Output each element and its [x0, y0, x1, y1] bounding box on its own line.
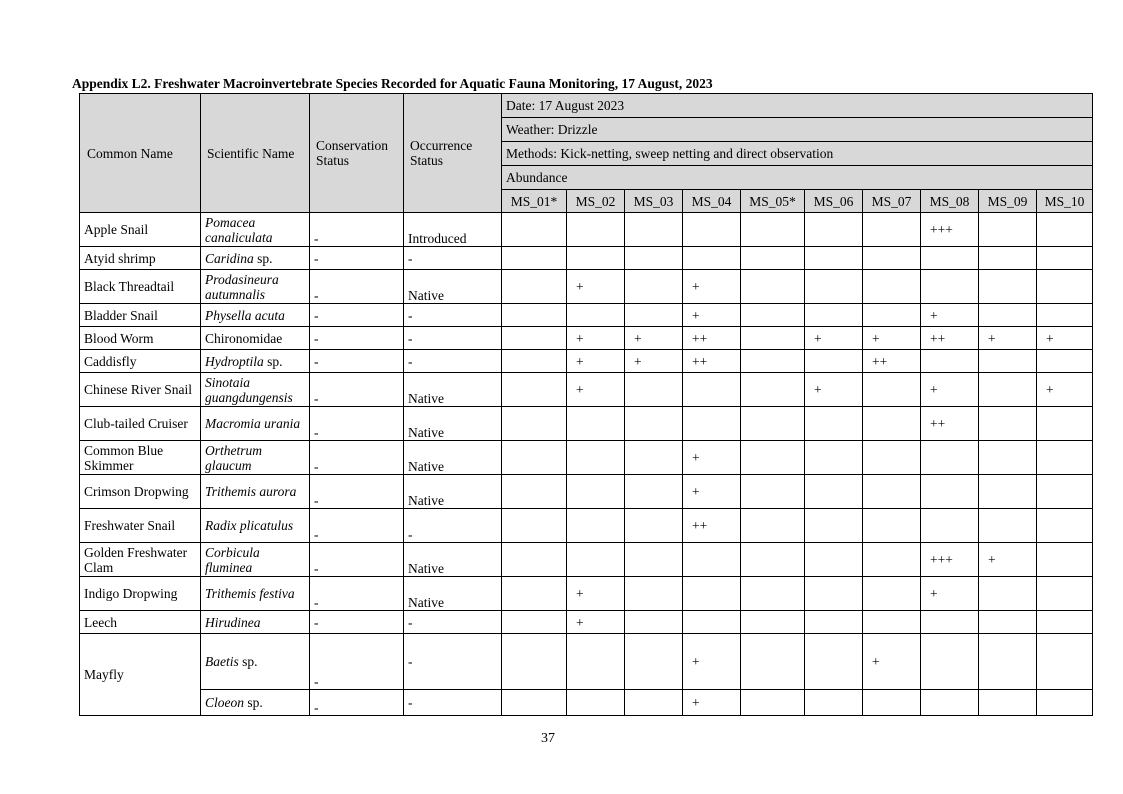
common-name-cell: Crimson Dropwing: [80, 475, 201, 509]
abundance-cell: [741, 543, 805, 577]
occurrence-status-cell: -: [404, 327, 502, 350]
abundance-cell: [567, 509, 625, 543]
abundance-cell: [805, 577, 863, 611]
abundance-cell: [863, 543, 921, 577]
abundance-cell: [741, 304, 805, 327]
occurrence-status-cell: -: [404, 509, 502, 543]
conservation-status-cell: -: [310, 634, 404, 690]
abundance-cell: +: [805, 327, 863, 350]
abundance-cell: [979, 373, 1037, 407]
abundance-cell: [502, 350, 567, 373]
abundance-cell: +: [683, 634, 741, 690]
abundance-cell: [741, 350, 805, 373]
table-row: [80, 441, 1093, 475]
common-name-cell: Leech: [80, 611, 201, 634]
abundance-cell: [921, 690, 979, 716]
common-name-cell: Common Blue Skimmer: [80, 441, 201, 475]
abundance-cell: +: [683, 475, 741, 509]
scientific-name-cell: [201, 304, 310, 327]
abundance-cell: [625, 441, 683, 475]
abundance-cell: ++: [863, 350, 921, 373]
scientific-name-suffix: sp.: [244, 695, 263, 710]
abundance-cell: [863, 247, 921, 270]
abundance-cell: [979, 247, 1037, 270]
abundance-cell: [741, 475, 805, 509]
abundance-cell: [502, 611, 567, 634]
abundance-cell: [567, 407, 625, 441]
scientific-name-suffix: sp.: [253, 250, 273, 266]
scientific-name: Orthetrum glaucum: [205, 442, 262, 473]
occurrence-status-cell: Native: [404, 441, 502, 475]
abundance-cell: [979, 475, 1037, 509]
scientific-name-cell: [201, 690, 310, 716]
header-conservation-status: Conservation Status: [310, 94, 404, 213]
abundance-cell: [1037, 509, 1093, 543]
site-header-cell: MS_09: [979, 190, 1037, 213]
abundance-cell: [979, 441, 1037, 475]
table-row: [80, 475, 1093, 509]
site-header-cell: MS_10: [1037, 190, 1093, 213]
scientific-name-cell: [201, 350, 310, 373]
abundance-cell: [741, 270, 805, 304]
abundance-cell: [625, 577, 683, 611]
abundance-cell: [863, 577, 921, 611]
abundance-cell: +: [805, 373, 863, 407]
abundance-cell: [863, 690, 921, 716]
abundance-cell: +++: [921, 213, 979, 247]
occurrence-status-cell: -: [404, 350, 502, 373]
common-name-cell: Apple Snail: [80, 213, 201, 247]
abundance-cell: [502, 690, 567, 716]
abundance-cell: [1037, 247, 1093, 270]
abundance-cell: [1037, 634, 1093, 690]
abundance-cell: [741, 407, 805, 441]
abundance-cell: [979, 350, 1037, 373]
abundance-cell: [741, 441, 805, 475]
page-number: 37: [541, 731, 555, 746]
abundance-cell: [683, 577, 741, 611]
abundance-cell: [863, 304, 921, 327]
abundance-cell: [683, 543, 741, 577]
abundance-cell: [502, 634, 567, 690]
abundance-cell: +: [567, 373, 625, 407]
abundance-cell: +: [625, 327, 683, 350]
common-name-cell: Bladder Snail: [80, 304, 201, 327]
abundance-cell: [921, 441, 979, 475]
conservation-status-cell: -: [310, 611, 404, 634]
abundance-cell: [683, 611, 741, 634]
table-row: [80, 407, 1093, 441]
occurrence-status-cell: Native: [404, 475, 502, 509]
site-header-cell: MS_03: [625, 190, 683, 213]
scientific-name-suffix: sp.: [238, 654, 258, 669]
abundance-cell: ++: [683, 327, 741, 350]
abundance-cell: +: [567, 611, 625, 634]
abundance-cell: [625, 213, 683, 247]
abundance-cell: [805, 270, 863, 304]
abundance-cell: [1037, 213, 1093, 247]
abundance-cell: [741, 634, 805, 690]
abundance-cell: [863, 441, 921, 475]
abundance-cell: [979, 634, 1037, 690]
abundance-cell: [979, 304, 1037, 327]
common-name-cell: Chinese River Snail: [80, 373, 201, 407]
scientific-name: Trithemis aurora: [205, 484, 297, 499]
conservation-status-cell: -: [310, 350, 404, 373]
conservation-status-cell: -: [310, 441, 404, 475]
occurrence-status-cell: -: [404, 304, 502, 327]
table-row: [80, 634, 1093, 690]
abundance-cell: +: [567, 350, 625, 373]
scientific-name-cell: [201, 247, 310, 270]
abundance-cell: [502, 407, 567, 441]
abundance-cell: [921, 475, 979, 509]
scientific-name-cell: [201, 577, 310, 611]
abundance-cell: [502, 247, 567, 270]
abundance-cell: [1037, 577, 1093, 611]
conservation-status-cell: -: [310, 327, 404, 350]
table-row: [80, 577, 1093, 611]
common-name-cell: Black Threadtail: [80, 270, 201, 304]
abundance-cell: [683, 247, 741, 270]
scientific-name: Sinotaia guangdungensis: [205, 374, 293, 405]
abundance-cell: [625, 543, 683, 577]
scientific-name: Physella acuta: [205, 307, 285, 323]
abundance-cell: [502, 441, 567, 475]
scientific-name: Macromia urania: [205, 416, 301, 431]
abundance-cell: [979, 270, 1037, 304]
header-abundance: Abundance: [502, 166, 1093, 190]
abundance-cell: [625, 690, 683, 716]
abundance-cell: [567, 441, 625, 475]
table-row: [80, 611, 1093, 634]
scientific-name-cell: [201, 373, 310, 407]
common-name-cell: Atyid shrimp: [80, 247, 201, 270]
scientific-name-cell: [201, 475, 310, 509]
occurrence-status-cell: -: [404, 247, 502, 270]
abundance-cell: [502, 270, 567, 304]
table-row: [80, 690, 1093, 716]
abundance-cell: [863, 611, 921, 634]
abundance-cell: [1037, 611, 1093, 634]
abundance-cell: ++: [921, 407, 979, 441]
abundance-cell: [979, 611, 1037, 634]
occurrence-status-cell: Native: [404, 543, 502, 577]
abundance-cell: [502, 509, 567, 543]
site-header-cell: MS_02: [567, 190, 625, 213]
abundance-cell: [805, 350, 863, 373]
site-header-cell: MS_05*: [741, 190, 805, 213]
abundance-cell: [502, 475, 567, 509]
scientific-name: Trithemis festiva: [205, 586, 295, 601]
abundance-cell: [805, 690, 863, 716]
abundance-cell: +: [567, 577, 625, 611]
abundance-cell: [921, 350, 979, 373]
abundance-cell: [741, 509, 805, 543]
abundance-cell: +: [863, 634, 921, 690]
table-row: [80, 270, 1093, 304]
abundance-cell: [1037, 543, 1093, 577]
abundance-cell: [567, 213, 625, 247]
table-row: [80, 304, 1093, 327]
abundance-cell: [921, 247, 979, 270]
abundance-cell: ++: [683, 509, 741, 543]
header-methods: Methods: Kick-netting, sweep netting and direct observation: [502, 142, 1093, 166]
abundance-cell: +: [1037, 373, 1093, 407]
abundance-cell: [805, 611, 863, 634]
abundance-cell: [567, 247, 625, 270]
abundance-cell: [805, 407, 863, 441]
abundance-cell: +: [567, 327, 625, 350]
site-header-cell: MS_08: [921, 190, 979, 213]
header-common-name: Common Name: [80, 94, 201, 213]
occurrence-status-cell: -: [404, 690, 502, 716]
site-header-cell: MS_01*: [502, 190, 567, 213]
abundance-cell: +: [921, 304, 979, 327]
abundance-cell: [979, 577, 1037, 611]
abundance-cell: [567, 634, 625, 690]
site-header-cell: MS_06: [805, 190, 863, 213]
occurrence-status-cell: Native: [404, 270, 502, 304]
table-row: [80, 509, 1093, 543]
species-table: [79, 93, 1093, 716]
abundance-cell: [863, 475, 921, 509]
conservation-status-cell: -: [310, 475, 404, 509]
conservation-status-cell: -: [310, 577, 404, 611]
abundance-cell: +: [683, 270, 741, 304]
abundance-cell: [1037, 304, 1093, 327]
conservation-status-cell: -: [310, 690, 404, 716]
abundance-cell: [1037, 690, 1093, 716]
abundance-cell: [625, 509, 683, 543]
abundance-cell: [625, 634, 683, 690]
abundance-cell: [741, 327, 805, 350]
abundance-cell: [979, 213, 1037, 247]
abundance-cell: +++: [921, 543, 979, 577]
abundance-cell: [805, 247, 863, 270]
abundance-cell: [683, 213, 741, 247]
scientific-name-cell: [201, 634, 310, 690]
abundance-cell: +: [625, 350, 683, 373]
abundance-cell: [805, 304, 863, 327]
scientific-name-cell: [201, 213, 310, 247]
header-occurrence-status: Occurrence Status: [404, 94, 502, 213]
occurrence-status-cell: Native: [404, 577, 502, 611]
site-header-cell: MS_07: [863, 190, 921, 213]
abundance-cell: +: [567, 270, 625, 304]
scientific-name: Chironomidae: [205, 330, 283, 346]
abundance-cell: +: [863, 327, 921, 350]
conservation-status-cell: -: [310, 373, 404, 407]
conservation-status-cell: -: [310, 543, 404, 577]
abundance-cell: [625, 407, 683, 441]
scientific-name: Corbicula fluminea: [205, 544, 260, 575]
abundance-cell: [502, 213, 567, 247]
conservation-status-cell: -: [310, 247, 404, 270]
scientific-name: Pomacea canaliculata: [205, 214, 273, 245]
scientific-name-cell: [201, 543, 310, 577]
abundance-cell: [741, 577, 805, 611]
abundance-cell: +: [979, 327, 1037, 350]
scientific-name: Baetis: [205, 654, 239, 669]
table-row: [80, 247, 1093, 270]
abundance-cell: [805, 543, 863, 577]
abundance-cell: +: [683, 441, 741, 475]
abundance-cell: [1037, 441, 1093, 475]
table-row: [80, 213, 1093, 247]
abundance-cell: [805, 475, 863, 509]
conservation-status-cell: -: [310, 304, 404, 327]
abundance-cell: [502, 304, 567, 327]
abundance-cell: [805, 509, 863, 543]
abundance-cell: [567, 543, 625, 577]
abundance-cell: [502, 577, 567, 611]
header-date: Date: 17 August 2023: [502, 94, 1093, 118]
scientific-name-cell: [201, 270, 310, 304]
table-row: [80, 327, 1093, 350]
scientific-name-cell: [201, 327, 310, 350]
common-name-cell: Caddisfly: [80, 350, 201, 373]
abundance-cell: [625, 373, 683, 407]
scientific-name-cell: [201, 509, 310, 543]
abundance-cell: [979, 509, 1037, 543]
occurrence-status-cell: Introduced: [404, 213, 502, 247]
scientific-name: Hirudinea: [205, 614, 261, 630]
abundance-cell: ++: [683, 350, 741, 373]
abundance-cell: [625, 247, 683, 270]
common-name-cell: Mayfly: [80, 634, 201, 716]
abundance-cell: +: [683, 304, 741, 327]
abundance-cell: [921, 611, 979, 634]
abundance-cell: [979, 690, 1037, 716]
abundance-cell: [567, 304, 625, 327]
abundance-cell: +: [1037, 327, 1093, 350]
conservation-status-cell: -: [310, 270, 404, 304]
abundance-cell: [741, 213, 805, 247]
abundance-cell: [625, 611, 683, 634]
abundance-cell: [502, 543, 567, 577]
abundance-cell: +: [921, 373, 979, 407]
abundance-cell: [979, 407, 1037, 441]
scientific-name: Cloeon: [205, 695, 244, 710]
abundance-cell: ++: [921, 327, 979, 350]
common-name-cell: Freshwater Snail: [80, 509, 201, 543]
abundance-cell: [502, 373, 567, 407]
common-name-cell: Club-tailed Cruiser: [80, 407, 201, 441]
table-row: [80, 350, 1093, 373]
abundance-cell: [1037, 407, 1093, 441]
scientific-name: Caridina: [205, 250, 254, 266]
abundance-cell: +: [921, 577, 979, 611]
abundance-cell: [625, 270, 683, 304]
abundance-cell: [683, 373, 741, 407]
occurrence-status-cell: -: [404, 611, 502, 634]
common-name-cell: Blood Worm: [80, 327, 201, 350]
scientific-name-cell: [201, 611, 310, 634]
scientific-name-cell: [201, 407, 310, 441]
abundance-cell: [1037, 350, 1093, 373]
scientific-name: Prodasineura autumnalis: [205, 271, 279, 302]
scientific-name-suffix: sp.: [263, 353, 283, 369]
conservation-status-cell: -: [310, 213, 404, 247]
abundance-cell: [567, 475, 625, 509]
common-name-cell: Golden Freshwater Clam: [80, 543, 201, 577]
abundance-cell: [805, 441, 863, 475]
abundance-cell: [921, 634, 979, 690]
abundance-cell: [502, 327, 567, 350]
abundance-cell: [741, 611, 805, 634]
table-row: [80, 373, 1093, 407]
abundance-cell: [863, 509, 921, 543]
abundance-cell: [625, 304, 683, 327]
abundance-cell: [805, 213, 863, 247]
abundance-cell: [863, 407, 921, 441]
abundance-cell: [567, 690, 625, 716]
scientific-name-cell: [201, 441, 310, 475]
scientific-name: Hydroptila: [205, 353, 264, 369]
abundance-cell: [741, 690, 805, 716]
occurrence-status-cell: Native: [404, 373, 502, 407]
abundance-cell: [683, 407, 741, 441]
abundance-cell: +: [683, 690, 741, 716]
occurrence-status-cell: -: [404, 634, 502, 690]
abundance-cell: [1037, 270, 1093, 304]
abundance-cell: [805, 634, 863, 690]
appendix-title: Appendix L2. Freshwater Macroinvertebrate Species Recorded for Aquatic Fauna Monitoring, 17 August, 2023: [72, 76, 713, 91]
abundance-cell: [741, 373, 805, 407]
occurrence-status-cell: Native: [404, 407, 502, 441]
abundance-cell: [863, 373, 921, 407]
conservation-status-cell: -: [310, 407, 404, 441]
common-name-cell: Indigo Dropwing: [80, 577, 201, 611]
abundance-cell: +: [979, 543, 1037, 577]
abundance-cell: [1037, 475, 1093, 509]
abundance-cell: [741, 247, 805, 270]
header-scientific-name: Scientific Name: [201, 94, 310, 213]
table-row: [80, 543, 1093, 577]
abundance-cell: [863, 213, 921, 247]
abundance-cell: [921, 509, 979, 543]
abundance-cell: [921, 270, 979, 304]
header-weather: Weather: Drizzle: [502, 118, 1093, 142]
conservation-status-cell: -: [310, 509, 404, 543]
abundance-cell: [863, 270, 921, 304]
scientific-name: Radix plicatulus: [205, 518, 294, 533]
abundance-cell: [625, 475, 683, 509]
site-header-cell: MS_04: [683, 190, 741, 213]
